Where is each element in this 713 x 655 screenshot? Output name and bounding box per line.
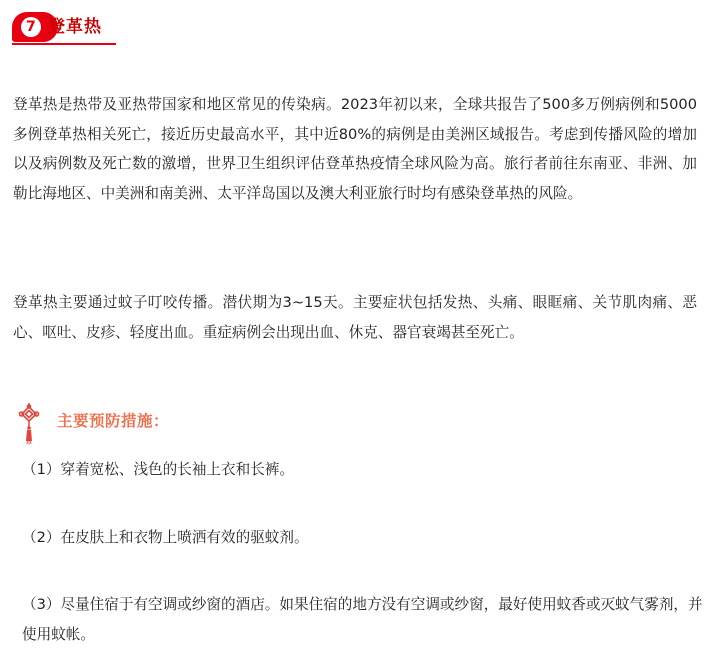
intro-paragraph: 登革热是热带及亚热带国家和地区常见的传染病。2023年初以来，全球共报告了500多万例病例和5000多例登革热相关死亡，接近历史最高水平，其中近80%的病例是由美洲区域报告。考虑到传播风险的增加以及病例数及死亡数的激增，世界卫生组织评估登革热疫情全球风险为高。旅行者前往东南亚、非洲、加勒比海地区、中美洲和南美洲、太平洋岛国以及澳大利亚旅行时均有感染登革热的风险。 [13,96,697,202]
prevention-heading: 主要预防措施： [57,412,170,430]
title-underline [12,43,116,45]
chinese-knot-icon [18,403,40,445]
transmission-paragraph: 登革热主要通过蚊子叮咬传播。潜伏期为3~15天。主要症状包括发热、头痛、眼眶痛、关节肌肉痛、恶心、呕吐、皮疹、轻度出血。重症病例会出现出血、休克、器官衰竭甚至死亡。 [13,294,697,341]
prevention-item-2: （2）在皮肤上和衣物上喷洒有效的驱蚊剂。 [22,529,309,546]
prevention-item-3: （3）尽量住宿于有空调或纱窗的酒店。如果住宿的地方没有空调或纱窗，最好使用蚊香或灭蚊气雾剂，并使用蚊帐。 [22,596,703,643]
section-number: 7 [26,19,36,35]
prevention-item-1: （1）穿着宽松、浅色的长袖上衣和长裤。 [22,461,294,478]
section-header [12,12,116,46]
section-title: 登革热 [48,17,102,37]
